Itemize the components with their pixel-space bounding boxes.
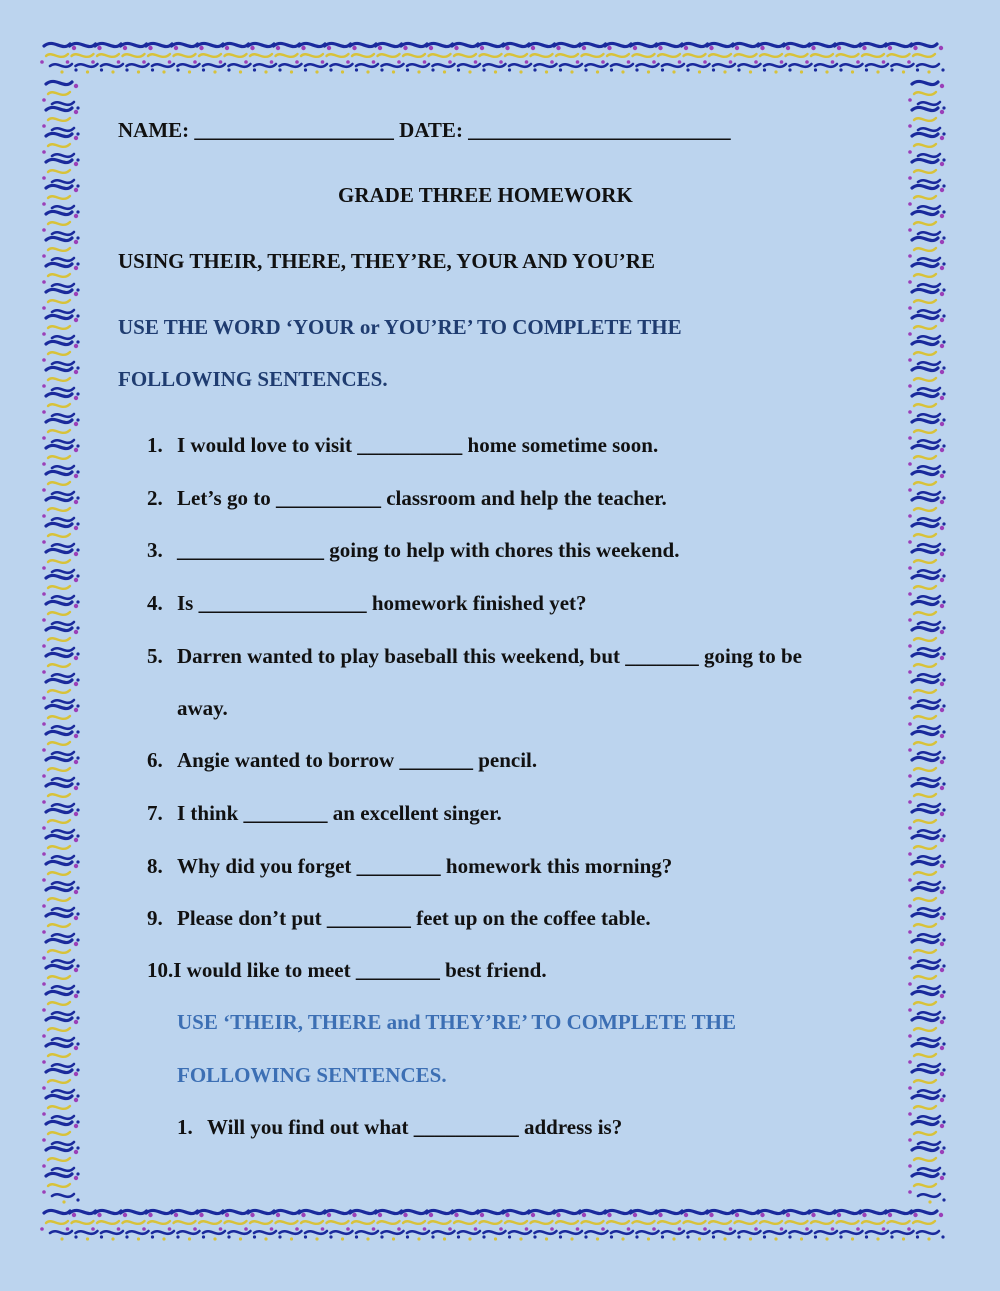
item-text: Angie wanted to borrow _______ pencil. [177,748,538,772]
item-number: 6. [147,748,163,772]
list-item [147,589,587,617]
list-item [147,431,658,459]
item-number: 5. [147,644,163,668]
item-text: Will you find out what __________ address is? [207,1115,623,1139]
item-number: 9. [147,906,163,930]
item-text: Please don’t put ________ feet up on the coffee table. [177,906,651,930]
item-text: I think ________ an excellent singer. [177,801,502,825]
list-item [177,1113,622,1141]
item-number: 7. [147,801,163,825]
topic-heading: USING THEIR, THERE, THEY’RE, YOUR AND YOU’RE [118,249,655,273]
item-number: 8. [147,854,163,878]
list-item [147,904,651,932]
item-text: I would like to meet ________ best friend. [173,958,547,982]
item-text: ______________ going to help with chores this weekend. [177,538,680,562]
section2-instruction-line2: FOLLOWING SENTENCES. [177,1063,447,1087]
item-text: I would love to visit __________ home sometime soon. [177,433,659,457]
list-item [147,852,672,880]
item-number: 10. [147,958,174,982]
list-item [147,746,537,774]
list-item [147,536,679,564]
list-item [147,799,502,827]
list-item-continuation: away. [177,696,228,720]
section1-instruction-line2: FOLLOWING SENTENCES. [118,367,388,391]
section1-instruction-line1: USE THE WORD ‘YOUR or YOU’RE’ TO COMPLETE THE [118,315,682,339]
item-text: Darren wanted to play baseball this weekend, but _______ going to be [177,644,802,668]
item-text: Is ________________ homework finished yet? [177,591,587,615]
item-text: Let’s go to __________ classroom and help the teacher. [177,486,667,510]
item-text: Why did you forget ________ homework this morning? [177,854,673,878]
list-item [147,484,667,512]
item-number: 4. [147,591,163,615]
item-number: 1. [177,1115,193,1139]
list-item [147,956,547,984]
item-number: 2. [147,486,163,510]
item-number: 3. [147,538,163,562]
item-number: 1. [147,433,163,457]
page-title: GRADE THREE HOMEWORK [338,183,633,207]
list-item [147,642,802,670]
name-date-line: NAME: ___________________ DATE: _________________________ [118,118,731,142]
section2-instruction-line1: USE ‘THEIR, THERE and THEY’RE’ TO COMPLETE THE [177,1010,736,1034]
